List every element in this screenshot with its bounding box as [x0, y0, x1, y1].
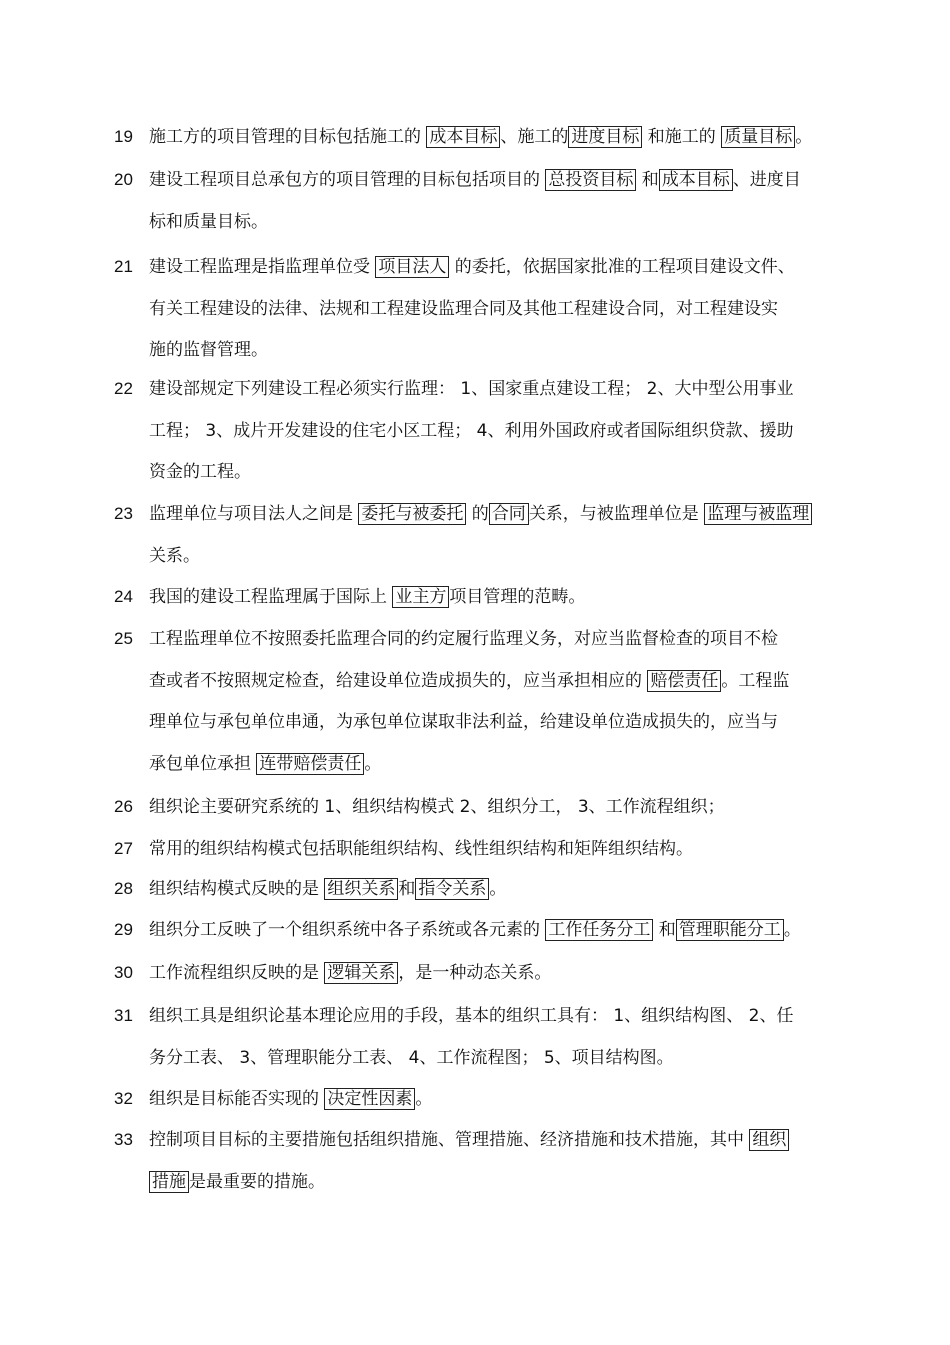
item-line: [149, 255, 795, 279]
boxed-answer: 措施: [149, 1171, 189, 1193]
text-run: 。: [364, 754, 382, 775]
item-line: [149, 877, 506, 901]
item-line: [149, 544, 200, 568]
boxed-answer: 总投资目标: [545, 169, 636, 191]
boxed-answer: 合同: [489, 503, 529, 525]
item-line: [149, 338, 268, 362]
boxed-answer: 赔偿责任: [647, 670, 721, 692]
item-line: [149, 627, 778, 651]
item-number: 23: [114, 504, 133, 523]
boxed-answer: 委托与被委托: [358, 503, 466, 525]
text-run: 查或者不按照规定检查，给建设单位造成损失的，应当承担相应的: [149, 670, 648, 691]
item-line: [149, 1004, 793, 1028]
item-line: [149, 585, 585, 609]
text-run: 。工程监: [721, 670, 790, 691]
text-run: 理单位与承包单位串通，为承包单位谋取非法利益，给建设单位造成损失的，应当与: [149, 712, 778, 733]
boxed-answer: 决定性因素: [324, 1088, 415, 1110]
boxed-answer: 逻辑关系: [324, 962, 398, 984]
item-line: [149, 297, 778, 321]
boxed-answer: 项目法人: [375, 256, 449, 278]
item-number: 32: [114, 1089, 133, 1108]
item-line: [149, 837, 693, 861]
text-run: 建设工程项目总承包方的项目管理的目标包括项目的: [149, 170, 546, 190]
text-run: 建设工程监理是指监理单位受: [149, 257, 376, 277]
text-run: 资金的工程。: [149, 462, 251, 483]
text-run: 组织分工反映了一个组织系统中各子系统或各元素的: [149, 920, 546, 940]
item-number: 29: [114, 920, 133, 939]
text-run: 。: [783, 920, 801, 940]
item-line: [149, 1128, 789, 1152]
text-run: 和: [653, 920, 676, 940]
item-number: 30: [114, 963, 133, 982]
item-number: 21: [114, 257, 133, 276]
text-run: ，是一种动态关系。: [398, 963, 552, 983]
item-number: 26: [114, 797, 133, 816]
item-line: [149, 168, 801, 192]
text-run: 关系。: [149, 545, 200, 566]
text-run: 有关工程建设的法律、法规和工程建设监理合同及其他工程建设合同，对工程建设实: [149, 298, 778, 319]
item-line: [149, 210, 268, 234]
text-run: 、进度目: [732, 170, 801, 190]
text-run: 关系，与被监理单位是: [528, 504, 705, 524]
item-number: 28: [114, 879, 133, 898]
text-run: 工程监理单位不按照委托监理合同的约定履行监理义务，对应当监督检查的项目不检: [149, 629, 778, 649]
boxed-answer: 质量目标: [721, 126, 795, 148]
text-run: 的: [466, 504, 489, 524]
boxed-answer: 连带赔偿责任: [256, 753, 364, 775]
item-line: [149, 1170, 325, 1194]
item-line: [149, 377, 793, 401]
item-number: 22: [114, 379, 133, 398]
item-line: [149, 669, 789, 693]
text-run: 标和质量目标。: [149, 211, 268, 232]
text-run: 工程； 3、成片开发建设的住宅小区工程； 4、利用外国政府或者国际组织贷款、援助: [149, 420, 794, 441]
text-run: 。: [415, 1089, 433, 1109]
text-run: 我国的建设工程监理属于国际上: [149, 587, 393, 607]
text-run: 施的监督管理。: [149, 340, 268, 361]
text-run: 项目管理的范畴。: [449, 587, 586, 607]
boxed-answer: 成本目标: [426, 126, 500, 148]
text-run: 组织结构模式反映的是: [149, 879, 325, 899]
text-run: 监理单位与项目法人之间是: [149, 504, 359, 524]
text-run: 和: [398, 879, 416, 899]
item-line: [149, 125, 812, 149]
text-run: 、施工的: [500, 127, 569, 147]
boxed-answer: 业主方: [392, 586, 449, 608]
text-run: 组织是目标能否实现的: [149, 1089, 325, 1109]
text-run: 组织工具是组织论基本理论应用的手段，基本的组织工具有： 1、组织结构图、 2、任: [149, 1006, 794, 1026]
item-line: [149, 1046, 674, 1070]
text-run: 控制项目目标的主要措施包括组织措施、管理措施、经济措施和技术措施，其中: [149, 1130, 750, 1150]
text-run: 和: [636, 170, 659, 190]
boxed-answer: 成本目标: [659, 169, 733, 191]
text-run: 。: [489, 879, 507, 899]
item-line: [149, 710, 778, 734]
boxed-answer: 管理职能分工: [676, 919, 784, 941]
text-run: 工作流程组织反映的是: [149, 963, 325, 983]
item-number: 19: [114, 127, 133, 146]
item-line: [149, 1087, 432, 1111]
item-line: [149, 460, 251, 484]
item-line: [149, 795, 725, 819]
text-run: 的委托，依据国家批准的工程项目建设文件、: [449, 257, 795, 277]
item-line: [149, 502, 812, 526]
item-line: [149, 961, 551, 985]
text-run: 和施工的: [642, 127, 722, 147]
boxed-answer: 工作任务分工: [545, 919, 653, 941]
boxed-answer: 指令关系: [415, 878, 489, 900]
item-number: 31: [114, 1006, 133, 1025]
text-run: 是最重要的措施。: [189, 1171, 325, 1192]
boxed-answer: 组织关系: [324, 878, 398, 900]
text-run: 组织论主要研究系统的 1、组织结构模式 2、组织分工， 3、工作流程组织；: [149, 797, 725, 817]
boxed-answer: 监理与被监理: [704, 503, 812, 525]
item-number: 20: [114, 170, 133, 189]
item-number: 33: [114, 1130, 133, 1149]
boxed-answer: 组织: [749, 1129, 789, 1151]
item-number: 24: [114, 587, 133, 606]
item-line: [149, 752, 381, 776]
boxed-answer: 进度目标: [568, 126, 642, 148]
text-run: 常用的组织结构模式包括职能组织结构、线性组织结构和矩阵组织结构。: [149, 839, 693, 859]
item-line: [149, 918, 801, 942]
text-run: 。: [795, 127, 813, 147]
text-run: 施工方的项目管理的目标包括施工的: [149, 127, 427, 147]
item-number: 25: [114, 629, 133, 648]
text-run: 建设部规定下列建设工程必须实行监理： 1、国家重点建设工程； 2、大中型公用事业: [149, 379, 794, 399]
item-line: [149, 419, 793, 443]
item-number: 27: [114, 839, 133, 858]
text-run: 承包单位承担: [149, 754, 257, 775]
text-run: 务分工表、 3、管理职能分工表、 4、工作流程图； 5、项目结构图。: [149, 1047, 674, 1068]
